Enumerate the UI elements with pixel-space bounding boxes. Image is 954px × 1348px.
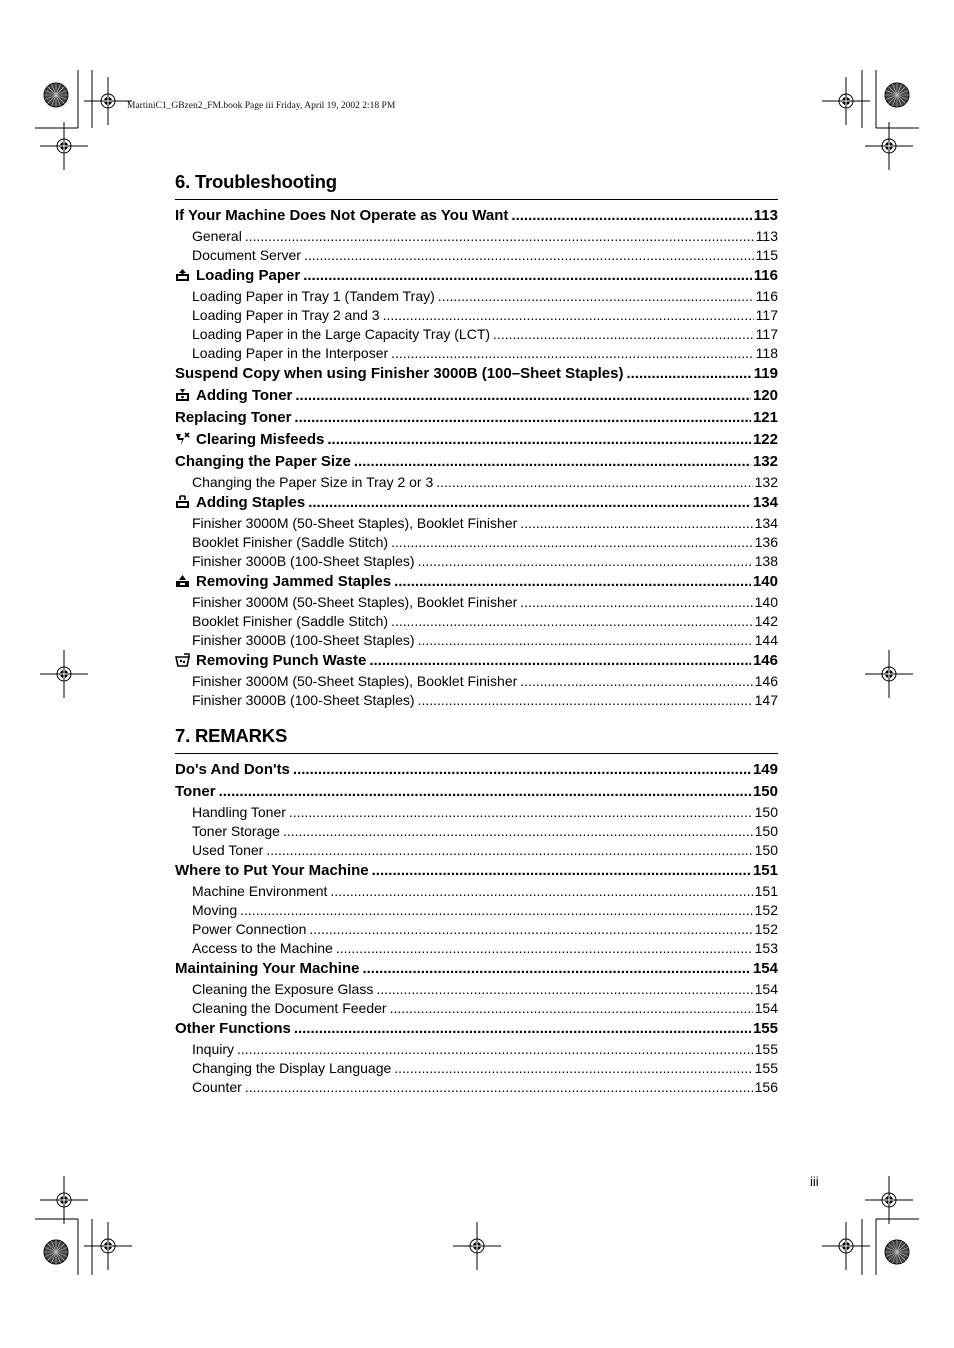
toc-page-number: 140 — [752, 573, 778, 590]
toc-entry-text: Machine Environment — [192, 883, 328, 899]
dot-leader — [294, 407, 751, 429]
toc-section-remarks — [175, 725, 778, 1097]
toc-page-number: 154 — [752, 960, 778, 977]
toc-subentry[interactable] — [175, 803, 778, 822]
dot-leader — [240, 901, 753, 920]
toc-page-number: 152 — [754, 902, 778, 918]
toc-entry-label — [175, 407, 291, 429]
dot-leader — [376, 980, 752, 999]
toc-subentry[interactable] — [175, 631, 778, 650]
dot-leader — [245, 1078, 753, 1097]
toc-heading-entry[interactable] — [175, 958, 778, 980]
toc-entry-text: Document Server — [192, 247, 301, 263]
toc-subentry[interactable] — [175, 901, 778, 920]
toc-subentry[interactable] — [175, 882, 778, 901]
toc-subentry[interactable] — [175, 822, 778, 841]
toc-entry-text: Finisher 3000B (100-Sheet Staples) — [192, 692, 415, 708]
toc-entry-text: Finisher 3000M (50-Sheet Staples), Booklet Finisher — [192, 673, 518, 689]
toc-entry-text: Loading Paper — [196, 267, 301, 284]
toc-subentry[interactable] — [175, 552, 778, 571]
toc-page-number: 117 — [755, 307, 778, 323]
toc-entry-text: Replacing Toner — [175, 409, 292, 426]
dot-leader — [383, 306, 754, 325]
toc-subentry[interactable] — [175, 227, 778, 246]
toc-page-number: 116 — [755, 288, 778, 304]
toc-entry-text: Suspend Copy when using Finisher 3000B (100–Sheet Staples) — [175, 365, 624, 382]
dot-leader — [336, 939, 753, 958]
toc-entry-label — [175, 265, 300, 287]
punch-waste-icon — [175, 652, 190, 666]
toc-entry-label — [192, 882, 327, 901]
toc-entry-label — [192, 1059, 391, 1078]
toc-entry-text: Inquiry — [192, 1041, 235, 1057]
dot-leader — [308, 492, 751, 514]
toc-heading-entry[interactable] — [175, 265, 778, 287]
toc-entry-label — [175, 429, 324, 451]
toc-subentry[interactable] — [175, 514, 778, 533]
toc-entry-text: Removing Jammed Staples — [196, 573, 392, 590]
toc-page-number: 132 — [754, 474, 778, 490]
dot-leader — [520, 514, 752, 533]
toc-subentry[interactable] — [175, 533, 778, 552]
dot-leader — [303, 265, 752, 287]
page-number: iii — [810, 1174, 819, 1189]
toc-page-number: 146 — [754, 673, 778, 689]
toc-entry-text: Adding Staples — [196, 494, 306, 511]
toc-entry-label — [175, 860, 369, 882]
toc-entry-text: Used Toner — [192, 842, 264, 858]
toc-subentry[interactable] — [175, 980, 778, 999]
toc-subentry[interactable] — [175, 325, 778, 344]
toc-page-number: 116 — [753, 267, 778, 284]
dot-leader — [354, 451, 751, 473]
toc-subentry[interactable] — [175, 473, 778, 492]
toc-subentry[interactable] — [175, 920, 778, 939]
toc-page-number: 115 — [755, 247, 778, 263]
toc-entry-text: Removing Punch Waste — [196, 652, 367, 669]
dot-leader — [237, 1040, 753, 1059]
toc-entry-text: General — [192, 228, 242, 244]
toc-entry-label — [192, 980, 373, 999]
toc-subentry[interactable] — [175, 344, 778, 363]
toc-entry-label — [175, 492, 305, 514]
toc-entry-label — [175, 958, 359, 980]
dot-leader — [418, 691, 753, 710]
toc-entry-label — [192, 246, 301, 265]
toc-page-number: 155 — [752, 1020, 778, 1037]
toc-entry-text: Power Connection — [192, 921, 307, 937]
dot-leader — [289, 803, 753, 822]
toc-page-number: 150 — [752, 783, 778, 800]
dot-leader — [418, 552, 753, 571]
toc-page-number: 144 — [754, 632, 778, 648]
toc-page-number: 117 — [755, 326, 778, 342]
dot-leader — [304, 246, 754, 265]
toc-entry-text: Finisher 3000M (50-Sheet Staples), Booklet Finisher — [192, 515, 518, 531]
toc-entry-text: Changing the Paper Size — [175, 453, 351, 470]
toc-entry-label — [192, 822, 280, 841]
toc-entry-text: Loading Paper in Tray 1 (Tandem Tray) — [192, 288, 435, 304]
toc-entry-label — [192, 803, 286, 822]
toc-subentry[interactable] — [175, 841, 778, 860]
toc-entry-label — [192, 939, 333, 958]
toc-page-number: 140 — [754, 594, 778, 610]
toc-entry-label — [192, 691, 415, 710]
dot-leader — [626, 363, 751, 385]
dot-leader — [394, 1059, 752, 1078]
toc-entry-text: Adding Toner — [196, 387, 293, 404]
toc-page-number: 121 — [752, 409, 778, 426]
toc-entry-label — [192, 287, 435, 306]
toc-page-number: 134 — [754, 515, 778, 531]
toc-heading-entry[interactable] — [175, 492, 778, 514]
load-paper-icon — [175, 267, 190, 281]
toc-page-number: 113 — [755, 228, 778, 244]
dot-leader — [391, 612, 753, 631]
toc-page-number: 156 — [754, 1079, 778, 1095]
toc-heading-entry[interactable] — [175, 759, 778, 781]
jammed-staples-icon — [175, 573, 190, 587]
toc-page-number: 113 — [753, 207, 778, 224]
dot-leader — [520, 593, 752, 612]
dot-leader — [369, 650, 751, 672]
toc-entry-label — [192, 533, 388, 552]
toc-page-number: 132 — [752, 453, 778, 470]
toc-entry-text: Changing the Paper Size in Tray 2 or 3 — [192, 474, 434, 490]
toc-page-number: 146 — [752, 652, 778, 669]
toc-entry-label — [192, 672, 517, 691]
toc-entry-label — [192, 306, 380, 325]
toc-entry-text: If Your Machine Does Not Operate as You Want — [175, 207, 509, 224]
toc-entry-label — [175, 571, 391, 593]
toc-entry-text: Cleaning the Exposure Glass — [192, 981, 374, 997]
toc-entry-text: Finisher 3000M (50-Sheet Staples), Booklet Finisher — [192, 594, 518, 610]
toc-entry-label — [192, 593, 517, 612]
toc-entry-label — [192, 841, 263, 860]
toc-entry-text: Clearing Misfeeds — [196, 431, 325, 448]
toc-subentry[interactable] — [175, 306, 778, 325]
toc-entry-text: Moving — [192, 902, 238, 918]
toc-entry-text: Loading Paper in the Interposer — [192, 345, 389, 361]
toc-subentry[interactable] — [175, 1078, 778, 1097]
add-toner-icon — [175, 387, 190, 401]
toc-entry-text: Toner Storage — [192, 823, 280, 839]
dot-leader — [493, 325, 754, 344]
dot-leader — [418, 631, 753, 650]
dot-leader — [391, 533, 753, 552]
toc-page-number: 136 — [754, 534, 778, 550]
toc-heading-entry[interactable] — [175, 571, 778, 593]
toc-subentry[interactable] — [175, 1059, 778, 1078]
toc-entry-text: Where to Put Your Machine — [175, 862, 369, 879]
toc-heading-entry[interactable] — [175, 860, 778, 882]
toc-entry-label — [175, 1018, 291, 1040]
dot-leader — [266, 841, 752, 860]
toc-subentry[interactable] — [175, 593, 778, 612]
misfeed-icon — [175, 431, 190, 445]
section-title: 6. Troubleshooting — [175, 171, 778, 200]
toc-page-number: 150 — [754, 823, 778, 839]
toc-entry-label — [192, 612, 388, 631]
toc-page-number: 151 — [754, 883, 778, 899]
toc-entry-text: Access to the Machine — [192, 940, 333, 956]
toc-entry-label — [192, 901, 237, 920]
dot-leader — [372, 860, 751, 882]
toc-entry-label — [175, 759, 290, 781]
toc-heading-entry[interactable] — [175, 650, 778, 672]
toc-entry-text: Finisher 3000B (100-Sheet Staples) — [192, 553, 415, 569]
toc-page-number: 154 — [754, 981, 778, 997]
toc-entry-label — [192, 227, 242, 246]
toc-heading-entry[interactable] — [175, 451, 778, 473]
toc-entry-text: Maintaining Your Machine — [175, 960, 360, 977]
dot-leader — [219, 781, 751, 803]
toc-entry-label — [192, 552, 415, 571]
toc-entry-label — [192, 631, 415, 650]
toc-subentry[interactable] — [175, 287, 778, 306]
toc-entry-label — [175, 650, 366, 672]
toc-entry-label — [192, 1040, 234, 1059]
toc-page-number: 134 — [752, 494, 778, 511]
toc-entry-text: Booklet Finisher (Saddle Stitch) — [192, 613, 389, 629]
toc-heading-entry[interactable] — [175, 407, 778, 429]
dot-leader — [520, 672, 752, 691]
toc-page-number: 142 — [754, 613, 778, 629]
toc-list — [175, 205, 778, 710]
dot-leader — [390, 999, 753, 1018]
dot-leader — [394, 571, 751, 593]
section-title: 7. REMARKS — [175, 725, 778, 754]
toc-entry-label — [192, 344, 388, 363]
toc-page-number: 147 — [754, 692, 778, 708]
toc-entry-label — [192, 999, 387, 1018]
print-header-info: MartiniC1_GBzen2_FM.book Page iii Friday, April 19, 2002 2:18 PM — [127, 101, 396, 111]
toc-entry-label — [192, 473, 433, 492]
toc-page-number: 155 — [754, 1060, 778, 1076]
toc-heading-entry[interactable] — [175, 781, 778, 803]
dot-leader — [295, 385, 751, 407]
toc-entry-label — [175, 451, 351, 473]
toc-heading-entry[interactable] — [175, 385, 778, 407]
dot-leader — [511, 205, 751, 227]
toc-entry-label — [192, 514, 517, 533]
toc-entry-label — [175, 385, 292, 407]
toc-subentry[interactable] — [175, 691, 778, 710]
add-staples-icon — [175, 494, 190, 508]
toc-page-number: 153 — [754, 940, 778, 956]
toc-page-number: 118 — [755, 345, 778, 361]
toc-page-number: 120 — [752, 387, 778, 404]
toc-page-number: 119 — [753, 365, 778, 382]
toc-entry-text: Handling Toner — [192, 804, 286, 820]
dot-leader — [294, 1018, 751, 1040]
toc-page-number: 154 — [754, 1000, 778, 1016]
dot-leader — [330, 882, 752, 901]
toc-entry-text: Finisher 3000B (100-Sheet Staples) — [192, 632, 415, 648]
dot-leader — [293, 759, 751, 781]
dot-leader — [436, 473, 752, 492]
toc-subentry[interactable] — [175, 1040, 778, 1059]
dot-leader — [245, 227, 754, 246]
toc-heading-entry[interactable] — [175, 1018, 778, 1040]
toc-entry-label — [192, 1078, 242, 1097]
toc-section-troubleshooting — [175, 171, 778, 710]
toc-page-number: 122 — [752, 431, 778, 448]
dot-leader — [391, 344, 754, 363]
toc-entry-text: Do's And Don'ts — [175, 761, 290, 778]
toc-entry-text: Changing the Display Language — [192, 1060, 392, 1076]
toc-entry-label — [192, 920, 306, 939]
toc-entry-label — [175, 363, 623, 385]
toc-entry-text: Booklet Finisher (Saddle Stitch) — [192, 534, 389, 550]
toc-entry-text: Other Functions — [175, 1020, 291, 1037]
toc-subentry[interactable] — [175, 999, 778, 1018]
toc-entry-label — [175, 781, 216, 803]
dot-leader — [362, 958, 751, 980]
toc-subentry[interactable] — [175, 246, 778, 265]
toc-heading-entry[interactable] — [175, 205, 778, 227]
toc-entry-text: Loading Paper in the Large Capacity Tray (LCT) — [192, 326, 491, 342]
toc-entry-label — [192, 325, 490, 344]
dot-leader — [283, 822, 753, 841]
dot-leader — [309, 920, 752, 939]
toc-list — [175, 759, 778, 1097]
toc-entry-text: Counter — [192, 1079, 242, 1095]
toc-page-number: 150 — [754, 842, 778, 858]
toc-heading-entry[interactable] — [175, 363, 778, 385]
toc-page-number: 150 — [754, 804, 778, 820]
toc-page-number: 151 — [752, 862, 778, 879]
dot-leader — [327, 429, 751, 451]
toc-page-number: 152 — [754, 921, 778, 937]
dot-leader — [438, 287, 754, 306]
toc-page-number: 155 — [754, 1041, 778, 1057]
toc-page-number: 149 — [752, 761, 778, 778]
toc-subentry[interactable] — [175, 612, 778, 631]
toc-subentry[interactable] — [175, 672, 778, 691]
toc-page-number: 138 — [754, 553, 778, 569]
toc-subentry[interactable] — [175, 939, 778, 958]
toc-entry-text: Cleaning the Document Feeder — [192, 1000, 387, 1016]
toc-heading-entry[interactable] — [175, 429, 778, 451]
toc-entry-text: Loading Paper in Tray 2 and 3 — [192, 307, 380, 323]
toc-entry-label — [175, 205, 508, 227]
toc-entry-text: Toner — [175, 783, 216, 800]
